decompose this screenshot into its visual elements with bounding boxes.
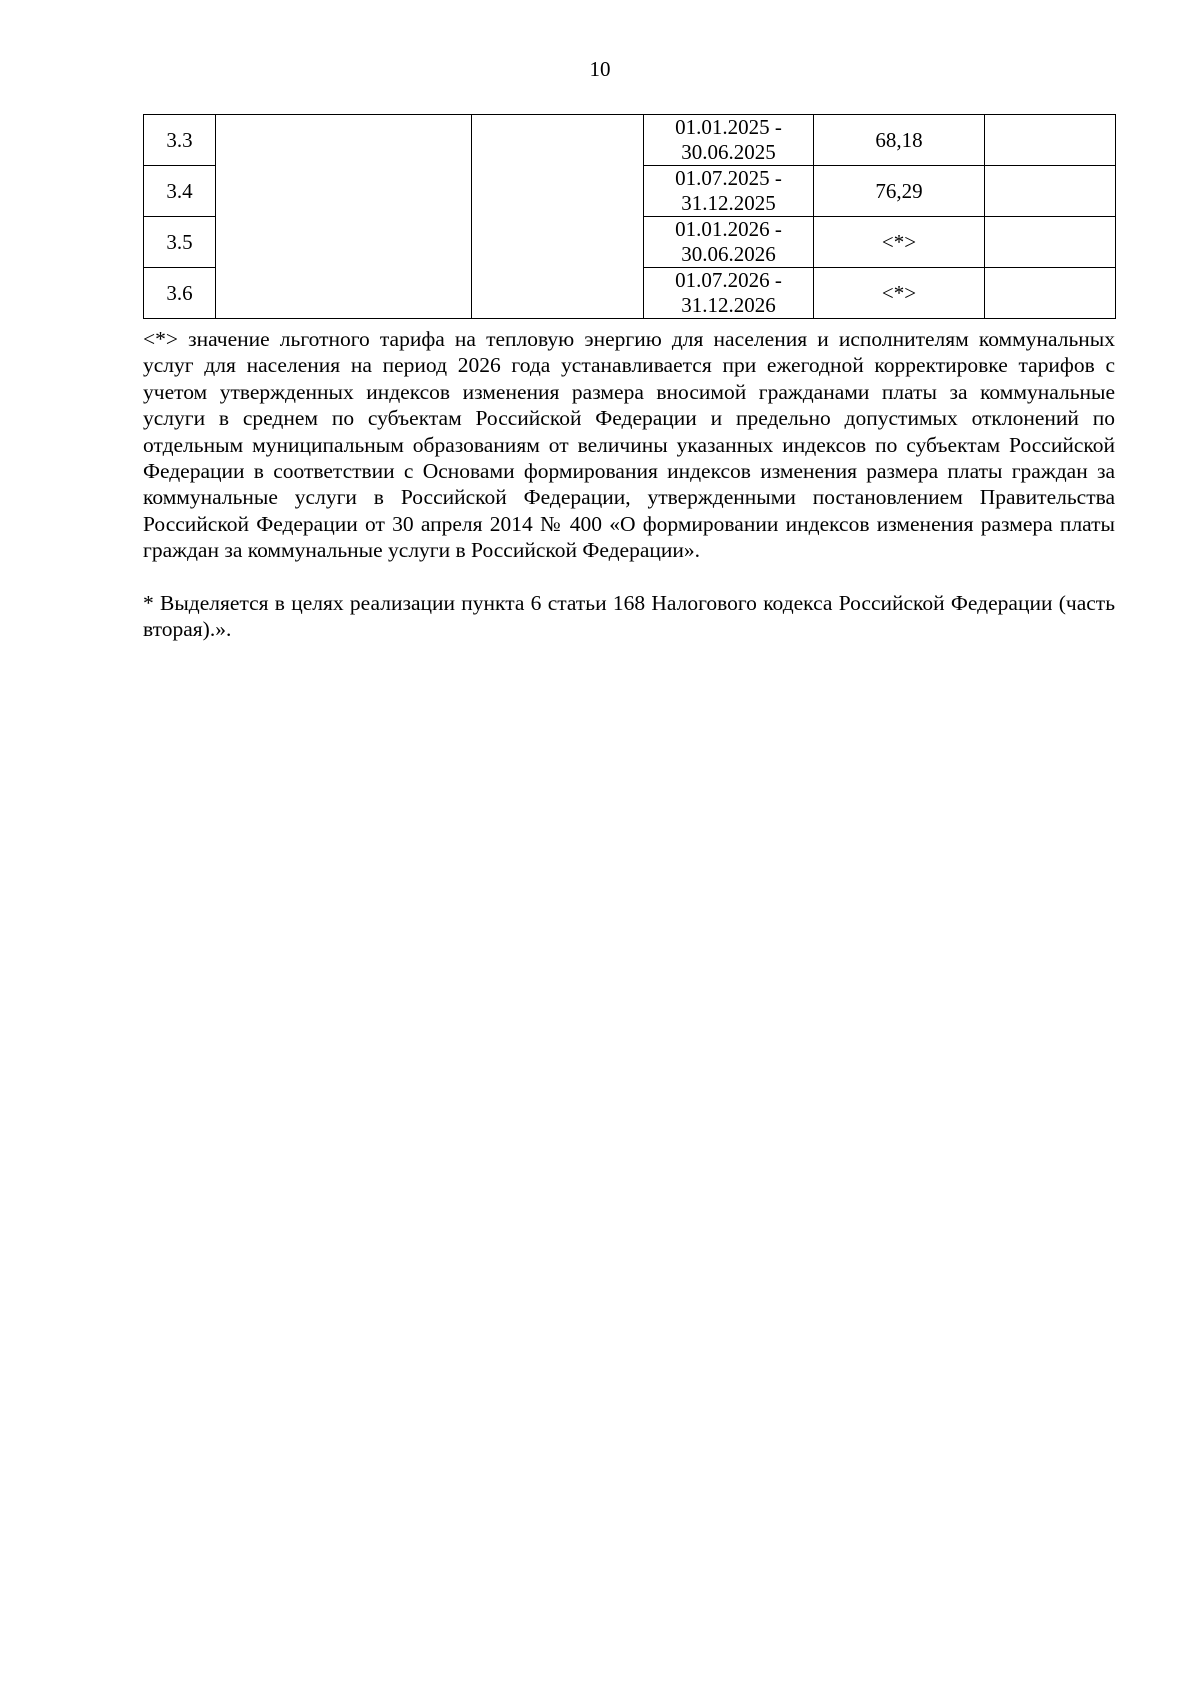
page-number: 10	[589, 57, 611, 81]
row-number-cell: 3.6	[144, 268, 216, 319]
tariff-value-cell: <*>	[814, 217, 985, 268]
empty-cell	[985, 115, 1116, 166]
period-end: 30.06.2025	[681, 140, 776, 164]
star-footnote: <*> значение льготного тарифа на тепловую энергию для населения и исполнителям коммунальных услуг для населения на период 2026 года устанавливается при ежегодной корректировке тарифов с учетом утвержденных индексов изменения размера вносимой гражданами платы за коммунальные услуги в среднем по субъектам Российской Федерации и предельно допустимых отклонений по отдельным муниципальным образованиям от величины указанных индексов по субъектам Российской Федерации в соответствии с Основами формирования индексов изменения размера платы граждан за коммунальные услуги в Российской Федерации, утвержденными постановлением Правительства Российской Федерации от 30 апреля 2014 № 400 «О формировании индексов изменения размера платы граждан за коммунальные услуги в Российской Федерации».	[143, 327, 1115, 563]
paragraph-gap	[143, 564, 1115, 590]
period-cell	[644, 115, 814, 166]
row-number-cell: 3.4	[144, 166, 216, 217]
period-start: 01.07.2025 -	[675, 166, 782, 190]
period-end: 31.12.2025	[681, 191, 776, 215]
period-start: 01.07.2026 -	[675, 268, 782, 292]
empty-cell	[985, 166, 1116, 217]
merged-empty-cell	[472, 115, 644, 319]
footnotes	[143, 326, 1115, 642]
period-start: 01.01.2026 -	[675, 217, 782, 241]
tariff-value-cell: <*>	[814, 268, 985, 319]
empty-cell	[985, 217, 1116, 268]
period-end: 31.12.2026	[681, 293, 776, 317]
period-cell	[644, 268, 814, 319]
row-number-cell: 3.5	[144, 217, 216, 268]
row-number-cell: 3.3	[144, 115, 216, 166]
tariff-table	[143, 114, 1116, 319]
merged-empty-cell	[216, 115, 472, 319]
period-cell	[644, 217, 814, 268]
period-start: 01.01.2025 -	[675, 115, 782, 139]
period-end: 30.06.2026	[681, 242, 776, 266]
asterisk-footnote: * Выделяется в целях реализации пункта 6 статьи 168 Налогового кодекса Российской Федерации (часть вторая).».	[143, 590, 1115, 642]
tariff-value-cell: 76,29	[814, 166, 985, 217]
empty-cell	[985, 268, 1116, 319]
table-row	[144, 115, 1116, 166]
tariff-value-cell: 68,18	[814, 115, 985, 166]
period-cell	[644, 166, 814, 217]
